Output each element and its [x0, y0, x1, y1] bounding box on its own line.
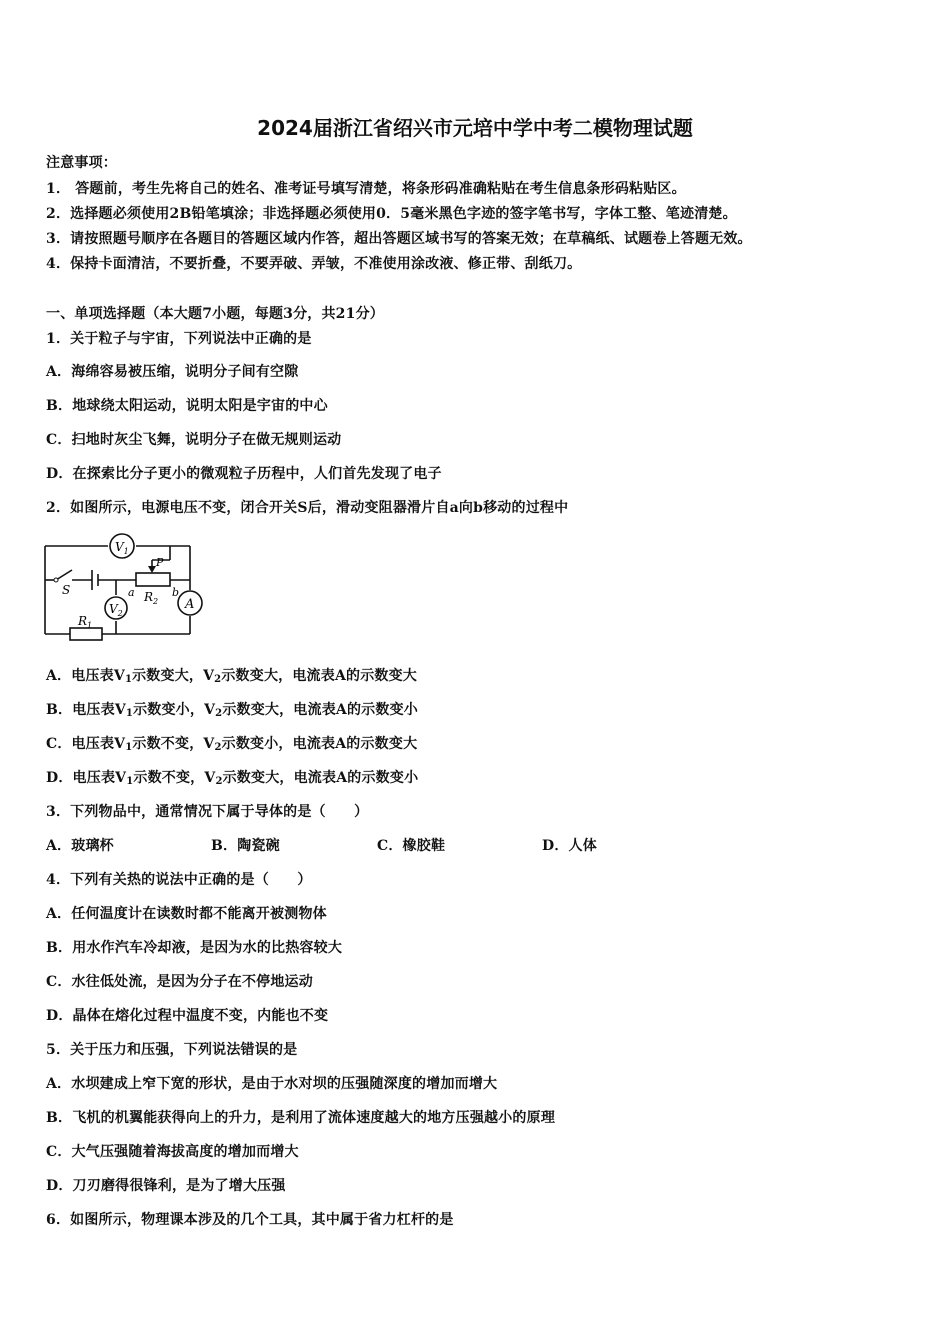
answer-option: C．扫地时灰尘飞舞，说明分子在做无规则运动 — [46, 432, 342, 448]
question-stem: 6．如图所示，物理课本涉及的几个工具，其中属于省力杠杆的是 — [46, 1212, 454, 1228]
answer-option: B．地球绕太阳运动，说明太阳是宇宙的中心 — [46, 398, 328, 414]
answer-option: A．电压表$V_1$示数变大，$V_2$示数变大，电流表A的示数变大 — [46, 668, 418, 685]
section-heading: 一、单项选择题（本大题7小题，每题3分，共21分） — [46, 306, 384, 322]
question-stem: 2．如图所示，电源电压不变，闭合开关S后，滑动变阻器滑片自a向b移动的过程中 — [46, 500, 569, 516]
answer-option: D．电压表$V_1$示数不变，$V_2$示数变大，电流表A的示数变小 — [46, 770, 419, 787]
ammeter-label: A — [185, 597, 195, 612]
question-stem: 1．关于粒子与宇宙，下列说法中正确的是 — [46, 331, 312, 347]
switch-label: S — [62, 583, 71, 597]
page-title: 2024届浙江省绍兴市元培中学中考二模物理试题 — [257, 116, 693, 140]
answer-option: D．晶体在熔化过程中温度不变，内能也不变 — [46, 1008, 329, 1024]
voltmeter-v2-label: $V_2$ — [109, 602, 123, 618]
question-stem: 4．下列有关热的说法中正确的是（ ） — [46, 872, 312, 888]
answer-option: D．在探索比分子更小的微观粒子历程中，人们首先发现了电子 — [46, 466, 442, 482]
answer-option: D．刀刃磨得很锋利，是为了增大压强 — [46, 1178, 286, 1194]
answer-option: C．水往低处流，是因为分子在不停地运动 — [46, 974, 313, 990]
slider-p-label: P — [156, 556, 164, 569]
answer-option: C．电压表$V_1$示数不变，$V_2$示数变小，电流表A的示数变大 — [46, 736, 418, 753]
notice-heading: 注意事项： — [46, 155, 117, 171]
answer-option: A．任何温度计在读数时都不能离开被测物体 — [46, 906, 327, 922]
terminal-b-label: b — [172, 586, 180, 599]
answer-option: C．大气压强随着海拔高度的增加而增大 — [46, 1144, 299, 1160]
notice-item: 4．保持卡面清洁，不要折叠，不要弄破、弄皱，不准使用涂改液、修正带、刮纸刀。 — [46, 256, 582, 272]
answer-option: B．电压表$V_1$示数变小，$V_2$示数变大，电流表A的示数变小 — [46, 702, 418, 719]
terminal-a-label: a — [128, 586, 135, 599]
answer-option: A．玻璃杯 — [46, 838, 114, 854]
question-stem: 5．关于压力和压强，下列说法错误的是 — [46, 1042, 298, 1058]
notice-item: 3．请按照题号顺序在各题目的答题区域内作答，超出答题区域书写的答案无效；在草稿纸、试题卷上答题无效。 — [46, 231, 752, 247]
circuit-diagram — [40, 530, 225, 642]
resistor-r2-label: $R_2$ — [144, 590, 159, 606]
notice-item: 1． 答题前，考生先将自己的姓名、准考证号填写清楚，将条形码准确粘贴在考生信息条形码粘贴区。 — [46, 181, 686, 197]
voltmeter-v1-label: $V_1$ — [115, 540, 129, 556]
answer-option: A．水坝建成上窄下宽的形状，是由于水对坝的压强随深度的增加而增大 — [46, 1076, 498, 1092]
answer-option: D．人体 — [542, 838, 597, 854]
answer-options-row — [46, 835, 597, 855]
answer-option: A．海绵容易被压缩，说明分子间有空隙 — [46, 364, 299, 380]
answer-option: B．用水作汽车冷却液，是因为水的比热容较大 — [46, 940, 343, 956]
answer-option: B．飞机的机翼能获得向上的升力，是利用了流体速度越大的地方压强越小的原理 — [46, 1110, 556, 1126]
question-stem: 3．下列物品中，通常情况下属于导体的是（ ） — [46, 804, 369, 820]
answer-option: B．陶瓷碗 — [211, 838, 280, 854]
resistor-r1-label: $R_1$ — [78, 614, 93, 630]
notice-item: 2．选择题必须使用2B铅笔填涂；非选择题必须使用0．5毫米黑色字迹的签字笔书写，字体工整、笔迹清楚。 — [46, 206, 737, 222]
answer-option: C．橡胶鞋 — [377, 838, 446, 854]
